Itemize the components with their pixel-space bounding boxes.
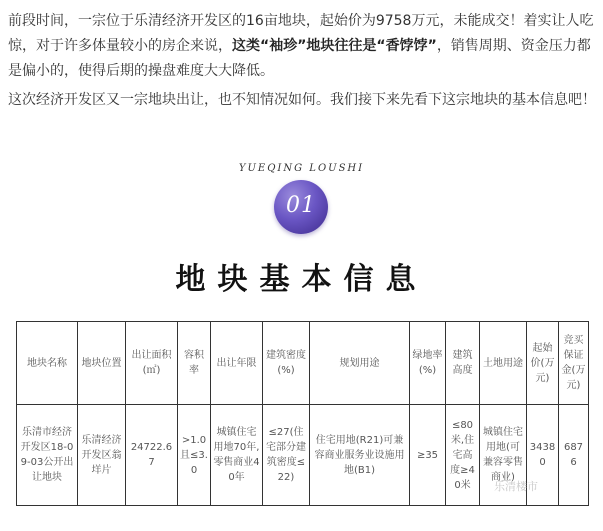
table-header-row <box>17 322 589 405</box>
table-cell: 城镇住宅用地70年,零售商业40年 <box>211 405 263 506</box>
table-cell: 住宅用地(R21)可兼容商业服务业设施用地(B1) <box>310 405 410 506</box>
intro-paragraph-1 <box>8 9 596 84</box>
table-cell: 乐清经济开发区翁垟片 <box>78 405 126 506</box>
table-cell: ≥35 <box>410 405 446 506</box>
table-header-cell: 绿地率(%) <box>410 322 446 405</box>
logo-watermark-icon: 乐清楼市 <box>494 480 538 493</box>
table-header-cell: 出让年限 <box>211 322 263 405</box>
table-cell: 6876 <box>559 405 589 506</box>
section-subtitle: YUEQING LOUSHI <box>238 163 365 174</box>
intro-text-1-bold: 这类“袖珍”地块往往是“香饽饽” <box>232 38 437 54</box>
intro-text-1a: 前段时间，一宗位于乐清经济开发区的16亩地块，起始价为9758万元，未能成交！着实让人吃惊，对于许多体量较小的房企来说， <box>8 13 594 54</box>
section-badge-icon <box>274 180 328 234</box>
table-cell: ≤80米,住宅高度≥40米 <box>446 405 480 506</box>
intro-paragraph-2: 这次经济开发区又一宗地块出让，也不知情况如何。我们接下来先看下这宗地块的基本信息吧！ <box>8 92 596 108</box>
table-header-cell: 建筑密度(%) <box>263 322 310 405</box>
table-header-cell: 土地用途 <box>480 322 527 405</box>
section-number: 01 <box>286 193 316 218</box>
intro-text-1b: ，销售周期、资金压力都是偏小的，使得后期的操盘难度大大降低。 <box>8 38 591 79</box>
section-header <box>0 158 603 298</box>
table-cell: 34380 <box>527 405 559 506</box>
section-title: 地块基本信息 <box>175 262 428 297</box>
table-header-cell: 建筑高度 <box>446 322 480 405</box>
table-cell: 24722.67 <box>126 405 178 506</box>
table-cell: 乐清市经济开发区18-09-03公开出让地块 <box>17 405 78 506</box>
table-header-cell: 起始价(万元) <box>527 322 559 405</box>
table-header-cell: 规划用途 <box>310 322 410 405</box>
table-header-cell: 地块位置 <box>78 322 126 405</box>
table-header-cell: 容积率 <box>178 322 211 405</box>
table-header-cell: 竞买保证金(万元) <box>559 322 589 405</box>
table-header-cell: 地块名称 <box>17 322 78 405</box>
table-cell: 城镇住宅用地(可兼容零售商业) <box>480 405 527 506</box>
table-cell: >1.0且≤3.0 <box>178 405 211 506</box>
table-header-cell: 出让面积(㎡) <box>126 322 178 405</box>
table-cell: ≤27(住宅部分建筑密度≤22) <box>263 405 310 506</box>
